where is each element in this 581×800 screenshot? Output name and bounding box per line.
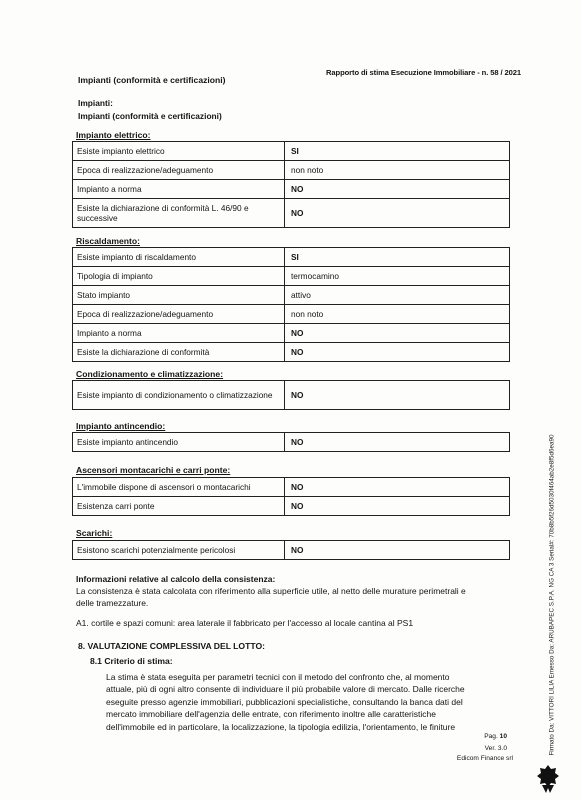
table-cell-label: Impianto a norma [73,324,285,343]
table-row [73,248,510,267]
table-cell-label: Esiste la dichiarazione di conformità [73,343,285,362]
drains-table [72,540,510,560]
table-cell-label: Esiste impianto antincendio [73,433,285,452]
table-row [73,478,510,497]
table-cell-label: Esiste impianto di condizionamento o climatizzazione [73,381,285,410]
heating-table [72,247,510,362]
table-row [73,286,510,305]
air-conditioning-table [72,380,510,410]
impianti-label: Impianti: [78,98,113,108]
seal-icon [536,764,560,794]
table-cell-value: NO [285,381,510,410]
table-cell-value: NO [285,324,510,343]
table-row [73,161,510,180]
table-cell-label: Esistono scarichi potenzialmente pericolosi [73,541,285,560]
table-row [73,381,510,410]
table-row [73,541,510,560]
table-row [73,497,510,516]
table-cell-label: Esistenza carri ponte [73,497,285,516]
table-cell-value: non noto [285,161,510,180]
table-cell-label: Esiste impianto elettrico [73,142,285,161]
report-reference-header: Rapporto di stima Esecuzione Immobiliare - n. 58 / 2021 [326,68,521,77]
page-number [484,733,507,740]
table-cell-label: Epoca di realizzazione/adeguamento [73,161,285,180]
fire-protection-table [72,432,510,452]
table-cell-value: NO [285,497,510,516]
table-cell-label: Epoca di realizzazione/adeguamento [73,305,285,324]
table-cell-value: SI [285,142,510,161]
table-cell-value: NO [285,433,510,452]
version-label: Ver. 3.0 [484,745,507,752]
consistency-text-line: delle tramezzature. [76,598,149,609]
table-cell-label: Esiste la dichiarazione di conformità L. 46/90 e successive [73,199,285,228]
company-label: Edicom Finance srl [456,755,513,762]
consistency-title: Informazioni relative al calcolo della consistenza: [76,574,276,584]
table-cell-value: attivo [285,286,510,305]
signature-text: Firmato Da: VITTORI LILIA Emesso Da: ARUBAPEC S.P.A. NG CA 3 Serial#: 70b8b5f26d5030f464ab2e8f5d6ea90 [548,434,556,756]
table-row [73,267,510,286]
paragraph-line: La stima è stata eseguita per parametri tecnici con il metodo del confronto che, al momento [106,672,450,682]
a1-note: A1. cortile e spazi comuni: area laterale il fabbricato per l'accesso al locale cantina al PS1 [76,618,414,628]
table-row [73,343,510,362]
consistency-text-line: La consistenza è stata calcolata con riferimento alla superficie utile, al netto delle murature perimetrali e [76,586,466,597]
impianti-subtitle: Impianti (conformità e certificazioni) [78,110,222,121]
paragraph-line: dell'immobile ed in particolare, la localizzazione, la tipologia edilizia, l'orientamento, le finiture [106,721,456,732]
section-title-drains: Scarichi: [76,528,113,538]
table-row [73,433,510,452]
impianti-block [78,97,222,122]
section-title-fire-protection: Impianto antincendio: [76,421,166,431]
section-title-lifts: Ascensori montacarichi e carri ponte: [76,465,231,475]
table-cell-label: Esiste impianto di riscaldamento [73,248,285,267]
table-cell-value: NO [285,343,510,362]
lifts-table [72,477,510,516]
table-cell-value: termocamino [285,267,510,286]
table-cell-label: L'immobile dispone di ascensori o montacarichi [73,478,285,497]
table-row [73,180,510,199]
table-cell-value: NO [285,478,510,497]
section-title-heating: Riscaldamento: [76,236,140,246]
paragraph-line: mercato immobiliare dell'agenzia delle entrate, con riferimento inoltre alle caratteristiche [106,709,436,720]
page-number-value: 10 [499,733,507,740]
table-cell-label: Tipologia di impianto [73,267,285,286]
consistency-block [76,573,516,610]
page-label: Pag. [484,733,498,740]
electrical-table [72,141,510,228]
table-cell-value: NO [285,180,510,199]
table-row [73,305,510,324]
table-cell-label: Stato impianto [73,286,285,305]
table-cell-label: Impianto a norma [73,180,285,199]
table-cell-value: non noto [285,305,510,324]
table-cell-value: NO [285,541,510,560]
table-row [73,142,510,161]
table-row [73,324,510,343]
section-8-1-heading: 8.1 Criterio di stima: [90,656,173,666]
section-title-air-conditioning: Condizionamento e climatizzazione: [76,369,224,379]
page-title: Impianti (conformità e certificazioni) [78,75,226,85]
paragraph-line: attuale, più di ogni altro consente di individuare il più probabile valore di mercato. Dalle ricerche [106,684,465,695]
section-8-heading: 8. VALUTAZIONE COMPLESSIVA DEL LOTTO: [78,641,266,651]
table-cell-value: SI [285,248,510,267]
paragraph-line: eseguite presso agenzie immobiliari, pubblicazioni specialistiche, consultando la banca dati del [106,696,463,707]
section-title-electrical: Impianto elettrico: [76,130,151,140]
valuation-criteria-text [106,671,526,733]
table-row [73,199,510,228]
table-cell-value: NO [285,199,510,228]
